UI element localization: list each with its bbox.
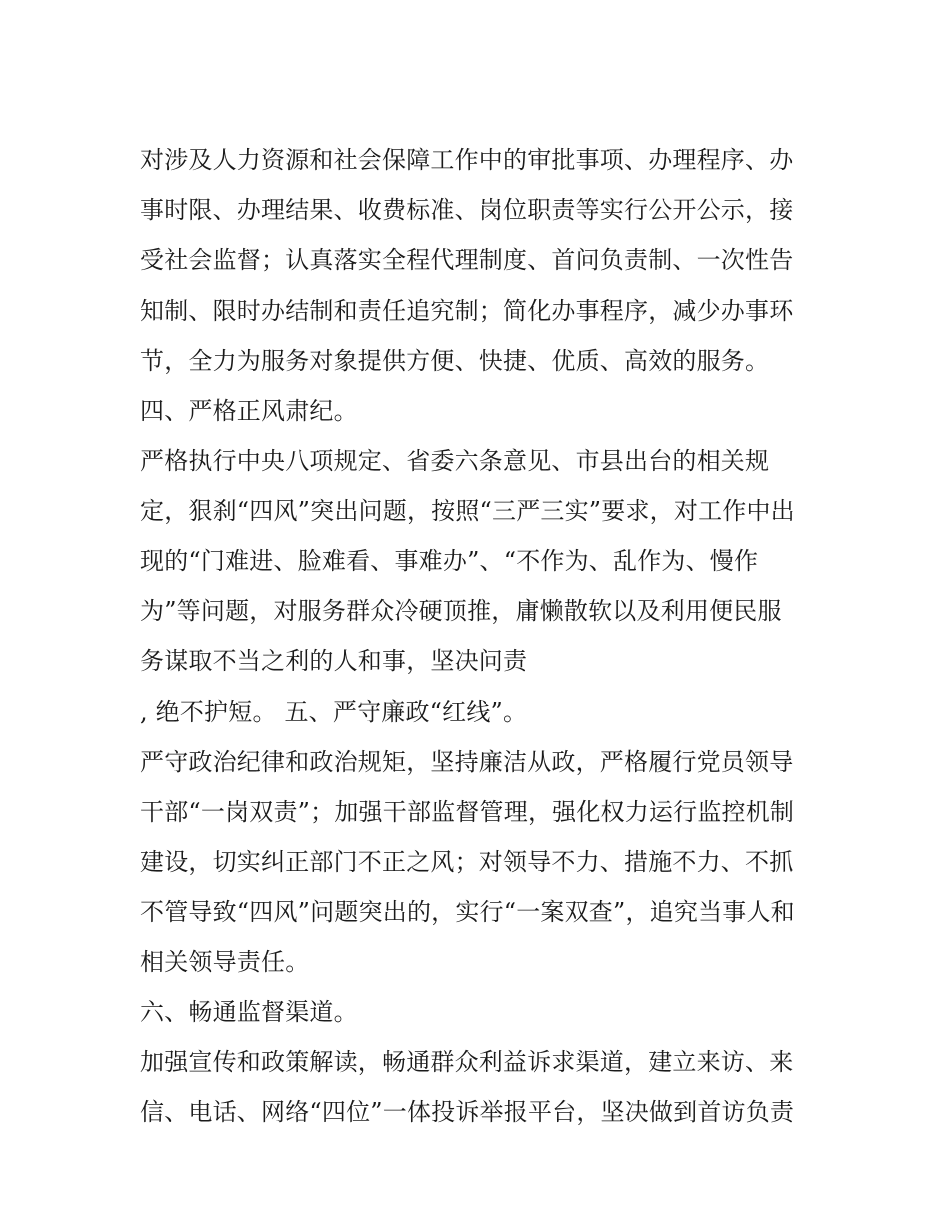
paragraph-line: 干部“一岗双责”；加强干部监督管理，强化权力运行监控机制 (140, 798, 795, 826)
paragraph-line: 严守政治纪律和政治规矩，坚持廉洁从政，严格履行党员领导 (140, 748, 794, 776)
paragraph-line: 对涉及人力资源和社会保障工作中的审批事项、办理程序、办 (140, 146, 794, 174)
paragraph-line: 相关领导责任。 (140, 948, 310, 976)
paragraph-line: 建设，切实纠正部门不正之风；对领导不力、措施不力、不抓 (140, 848, 794, 876)
paragraph-line: 务谋取不当之利的人和事，坚决问责 (140, 647, 528, 675)
section-heading: 四、严格正风肃纪。 (140, 397, 358, 425)
paragraph-line: 节，全力为服务对象提供方便、快捷、优质、高效的服务。 (140, 347, 770, 375)
paragraph-line: 加强宣传和政策解读，畅通群众利益诉求渠道，建立来访、来 (140, 1048, 794, 1076)
paragraph-line: 不管导致“四风”问题突出的，实行“一案双查”，追究当事人和 (140, 898, 795, 926)
paragraph-line: 为”等问题，对服务群众冷硬顶推，庸懒散软以及利用便民服 (140, 597, 782, 625)
paragraph-line: 知制、限时办结制和责任追究制；简化办事程序，减少办事环 (140, 297, 794, 325)
section-heading-line: , 绝不护短。 五、严守廉政“红线”。 (140, 698, 528, 726)
paragraph-line: 信、电话、网络“四位”一体投诉举报平台，坚决做到首访负责 (140, 1098, 795, 1126)
section-heading: 六、畅通监督渠道。 (140, 998, 358, 1026)
paragraph-line: 事时限、办理结果、收费标准、岗位职责等实行公开公示，接 (140, 196, 794, 224)
paragraph-line: 受社会监督；认真落实全程代理制度、首问负责制、一次性告 (140, 246, 794, 274)
paragraph-line: 定，狠刹“四风”突出问题，按照“三严三实”要求，对工作中出 (140, 497, 795, 525)
paragraph-line: 严格执行中央八项规定、省委六条意见、市县出台的相关规 (140, 447, 770, 475)
paragraph-line: 现的“门难进、脸难看、事难办”、“不作为、乱作为、慢作 (140, 547, 759, 575)
